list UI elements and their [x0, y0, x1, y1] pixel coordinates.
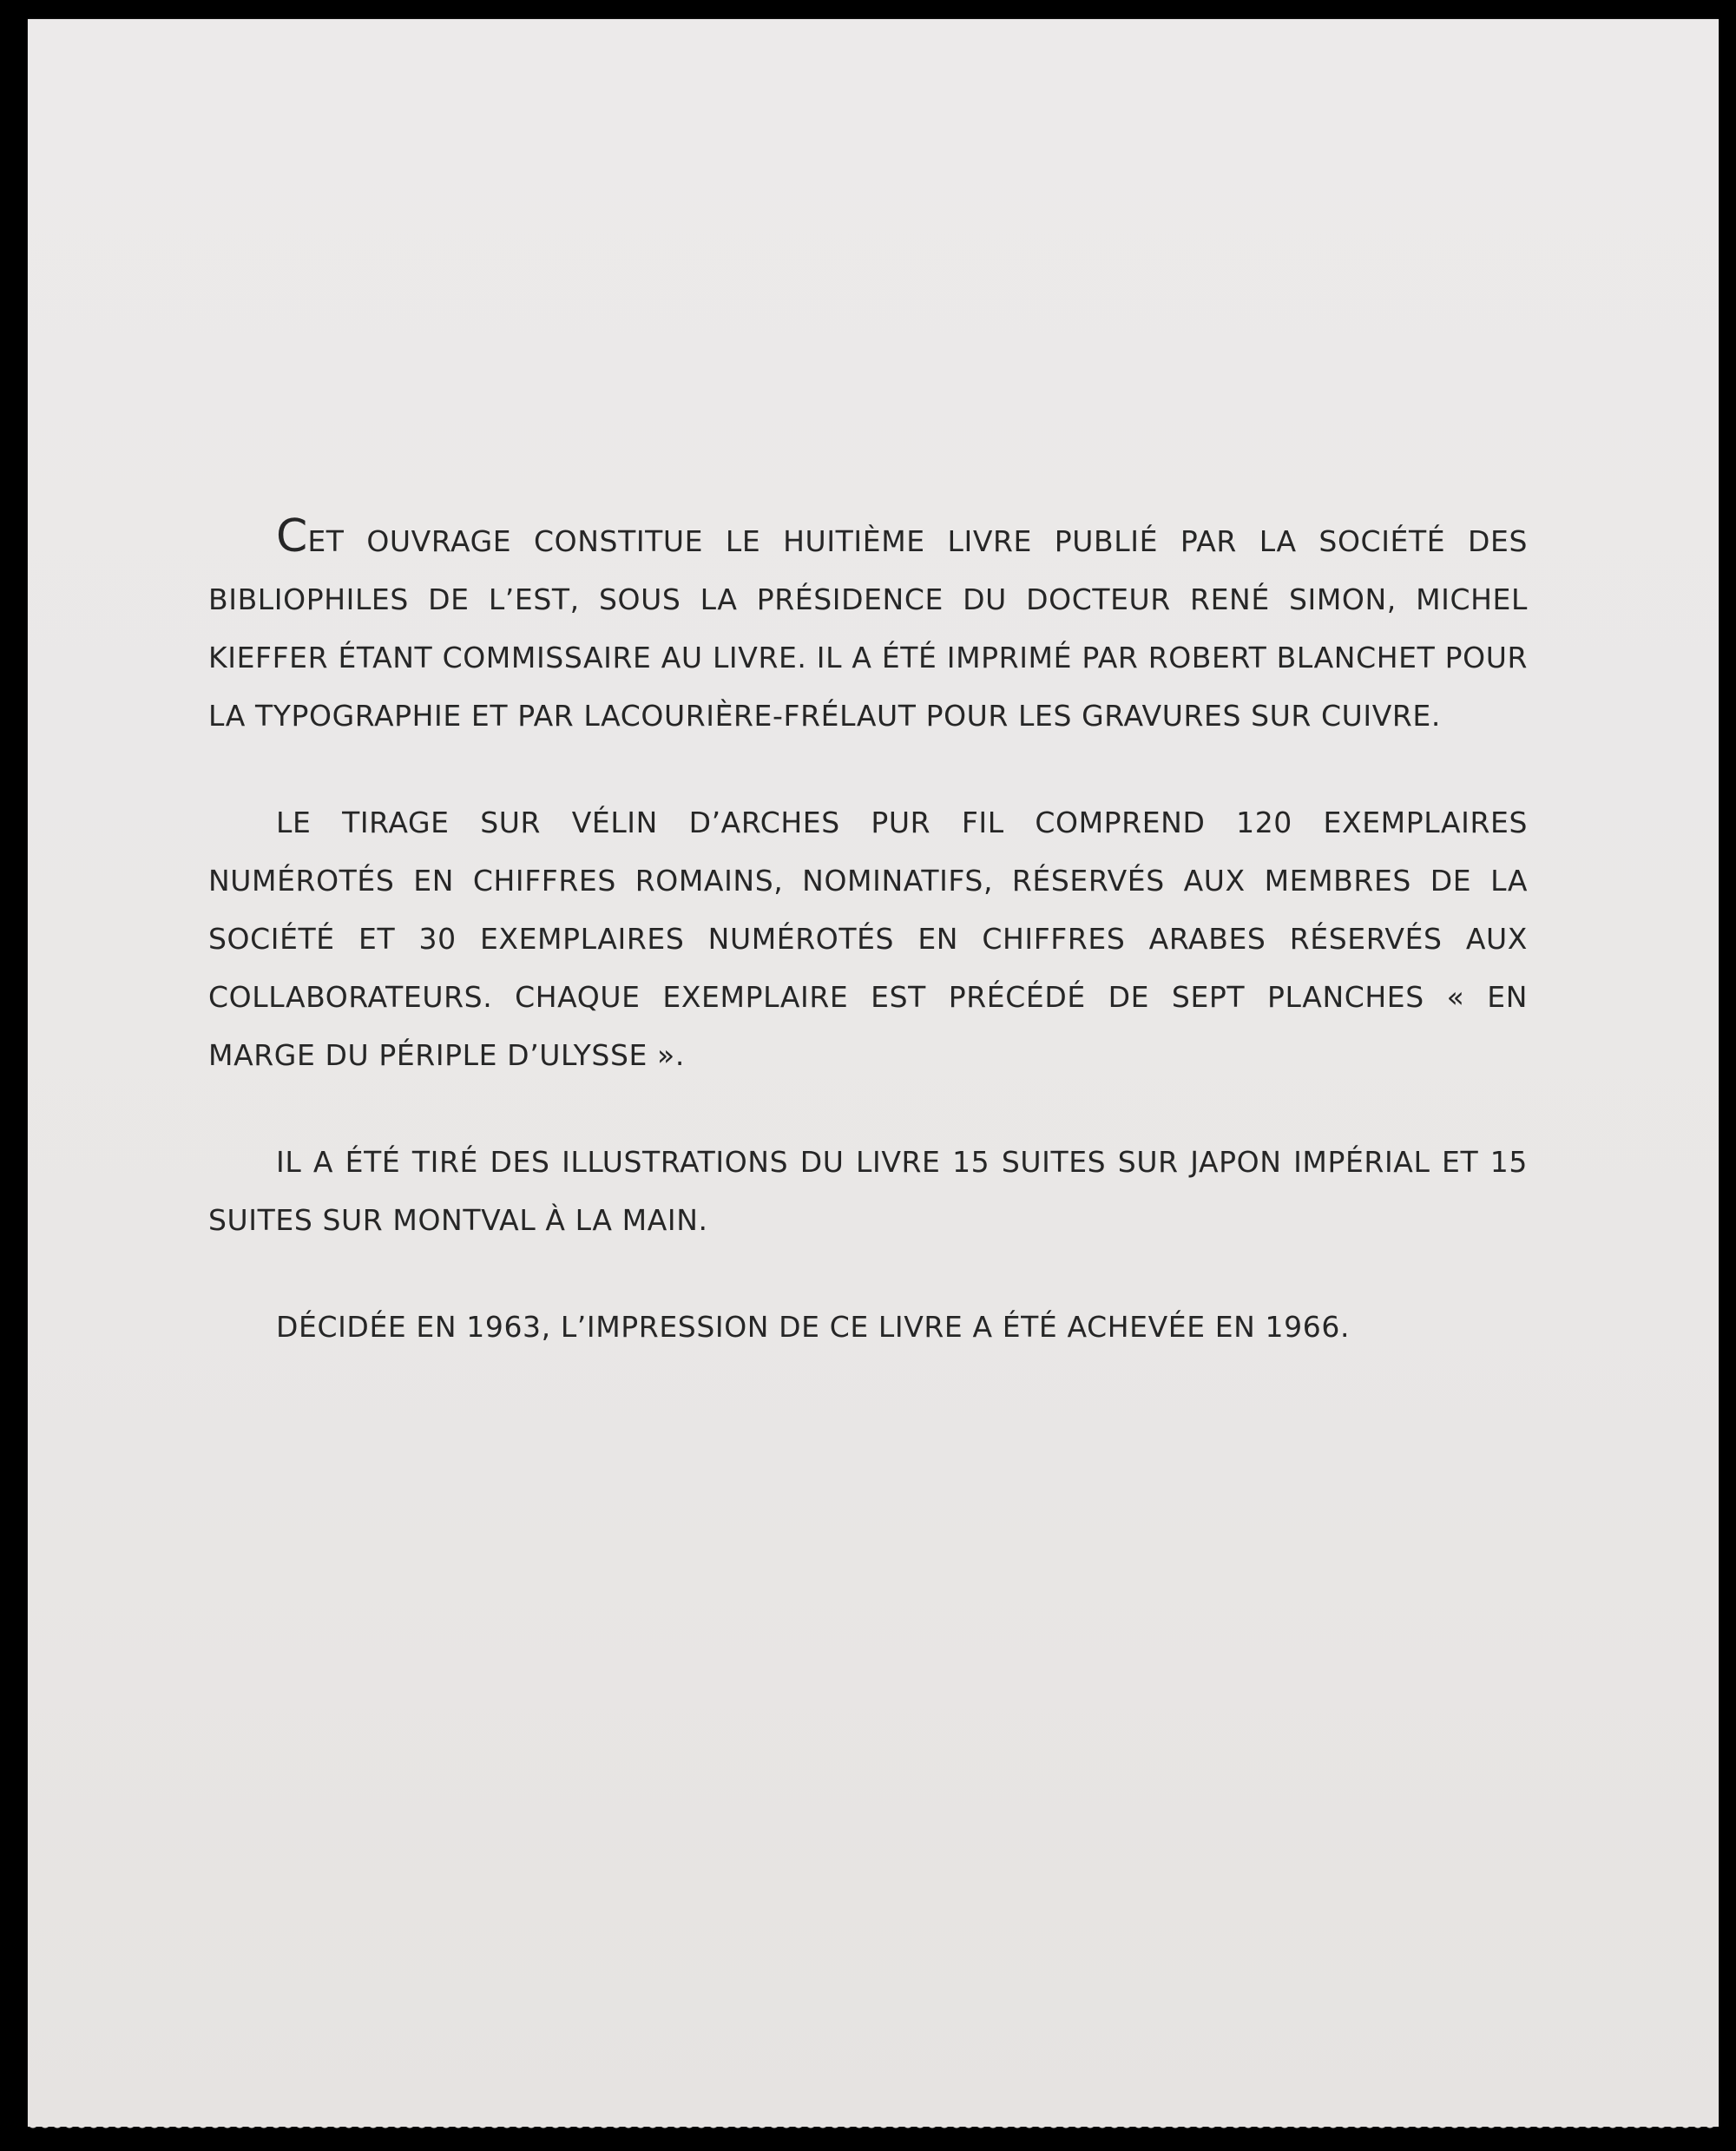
colophon-paragraph-3: IL A ÉTÉ TIRÉ DES ILLUSTRATIONS DU LIVRE 15 SUITES SUR JAPON IMPÉRIAL ET 15 SUITES SUR MONTVAL À LA MAIN.	[208, 1145, 1528, 1237]
colophon-paragraph-2: LE TIRAGE SUR VÉLIN D’ARCHES PUR FIL COMPREND 120 EXEMPLAIRES NUMÉROTÉS EN CHIFFRES ROMAINS, NOMINATIFS, RÉSERVÉS AUX MEMBRES DE LA SOCIÉTÉ ET 30 EXEMPLAIRES NUMÉROTÉS EN CHIFFRES ARABES RÉSERVÉS AUX COLLABORATEURS. CHAQUE EXEMPLAIRE EST PRÉCÉDÉ DE SEPT PLANCHES « EN MARGE DU PÉRIPLE D’ULYSSE ».	[208, 806, 1528, 1072]
colophon-paragraph-1	[208, 512, 1528, 745]
paper-sheet	[28, 19, 1719, 2127]
drop-cap-initial: C	[276, 510, 308, 562]
colophon-text	[208, 512, 1528, 1404]
paragraph-1-text: ET OUVRAGE CONSTITUE LE HUITIÈME LIVRE PUBLIÉ PAR LA SOCIÉTÉ DES BIBLIOPHILES DE L’EST, SOUS LA PRÉSIDENCE DU DOCTEUR RENÉ SIMON, MICHEL KIEFFER ÉTANT COMMISSAIRE AU LIVRE. IL A ÉTÉ IMPRIMÉ PAR ROBERT BLANCHET POUR LA TYPOGRAPHIE ET PAR LACOURIÈRE-FRÉLAUT POUR LES GRAVURES SUR CUIVRE.	[208, 524, 1528, 733]
colophon-paragraph-4: DÉCIDÉE EN 1963, L’IMPRESSION DE CE LIVRE A ÉTÉ ACHEVÉE EN 1966.	[276, 1310, 1351, 1344]
